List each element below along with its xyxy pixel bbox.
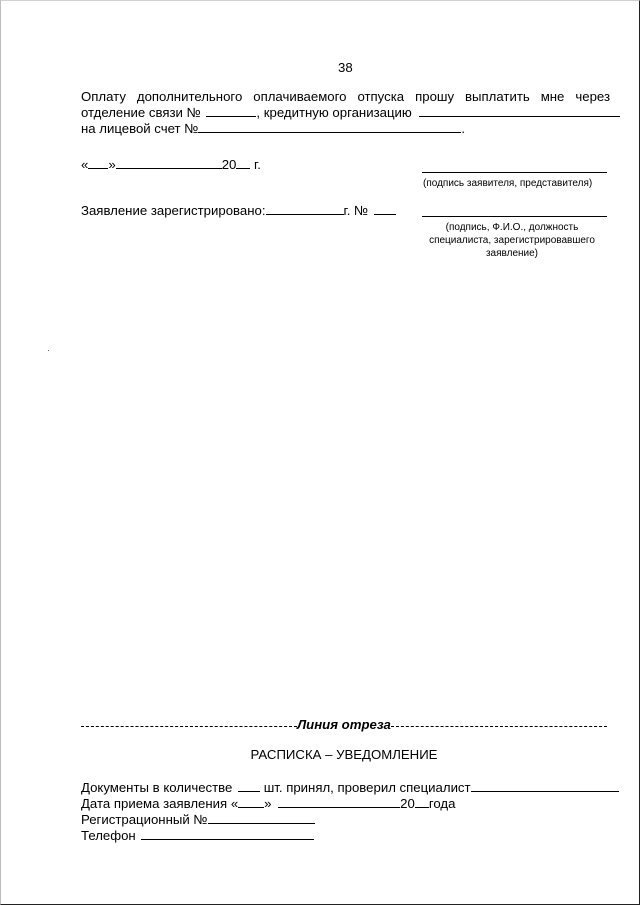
receipt-phone-label: Телефон — [81, 828, 136, 843]
year-suffix: г. — [250, 157, 261, 172]
receipt-phone-field[interactable] — [141, 828, 314, 840]
registration-label: Заявление зарегистрировано: — [81, 203, 266, 218]
registration-date-field[interactable] — [266, 203, 344, 215]
period: . — [461, 121, 466, 136]
word: отпуска — [357, 89, 405, 104]
word: дополнительного — [136, 89, 243, 104]
receipt-year-prefix: 20 — [400, 796, 415, 811]
specialist-label: шт. принял, проверил специалист — [263, 780, 471, 795]
specialist-signature-caption — [412, 221, 612, 260]
scan-speck — [48, 350, 49, 351]
payment-line-2 — [81, 105, 620, 121]
receipt-phone-line — [81, 828, 314, 844]
close-quote: » — [264, 796, 272, 811]
open-quote: « — [81, 157, 89, 172]
date-line — [81, 157, 261, 173]
credit-org-label: , кредитную организацию — [256, 105, 412, 120]
caption-line: заявление) — [485, 248, 539, 259]
receipt-reg-field[interactable] — [208, 812, 315, 824]
applicant-signature-caption: (подпись заявителя, представителя) — [423, 178, 593, 189]
month-field[interactable] — [116, 157, 222, 169]
docs-count-label: Документы в количестве — [81, 780, 233, 795]
year-prefix: 20 — [221, 157, 237, 172]
receipt-reg-line — [81, 812, 315, 828]
word: выплатить — [465, 89, 530, 104]
word: мне — [540, 89, 565, 104]
day-field[interactable] — [88, 157, 108, 169]
registration-number-label: г. № — [343, 203, 369, 218]
caption-line: (подпись, Ф.И.О., должность — [445, 222, 579, 233]
receipt-reg-label: Регистрационный № — [81, 812, 208, 827]
cut-dash-left — [81, 726, 297, 727]
receipt-year-field[interactable] — [415, 796, 429, 808]
receipt-date-line — [81, 796, 455, 812]
specialist-signature-line[interactable] — [422, 216, 607, 217]
close-quote: » — [108, 157, 116, 172]
year-field[interactable] — [236, 157, 250, 169]
word: Оплату — [81, 89, 126, 104]
account-number-field[interactable] — [198, 121, 461, 133]
registration-line — [81, 203, 396, 219]
word: оплачиваемого — [253, 89, 347, 104]
cut-line — [81, 717, 607, 733]
registration-number-field[interactable] — [374, 203, 396, 215]
docs-count-field[interactable] — [238, 780, 260, 792]
receipt-month-field[interactable] — [278, 796, 400, 808]
payment-line-1 — [81, 89, 610, 105]
word: через — [575, 89, 610, 104]
receipt-date-label: Дата приема заявления « — [81, 796, 239, 811]
caption-line: специалиста, зарегистрировавшего — [429, 235, 595, 246]
receipt-docs-line — [81, 780, 619, 796]
cut-line-label: Линия отреза — [297, 717, 391, 732]
payment-line-3 — [81, 121, 465, 137]
word: прошу — [415, 89, 455, 104]
applicant-signature-line[interactable] — [422, 172, 607, 173]
cut-dash-right — [391, 726, 607, 727]
page-number: 38 — [338, 60, 353, 75]
receipt-day-field[interactable] — [238, 796, 264, 808]
account-label: на лицевой счет № — [81, 121, 199, 136]
receipt-title: РАСПИСКА – УВЕДОМЛЕНИЕ — [250, 747, 438, 762]
credit-org-field[interactable] — [419, 105, 620, 117]
specialist-field[interactable] — [471, 780, 619, 792]
receipt-year-suffix: года — [428, 796, 456, 811]
post-office-number-field[interactable] — [206, 105, 256, 117]
post-office-label: отделение связи № — [81, 105, 201, 120]
